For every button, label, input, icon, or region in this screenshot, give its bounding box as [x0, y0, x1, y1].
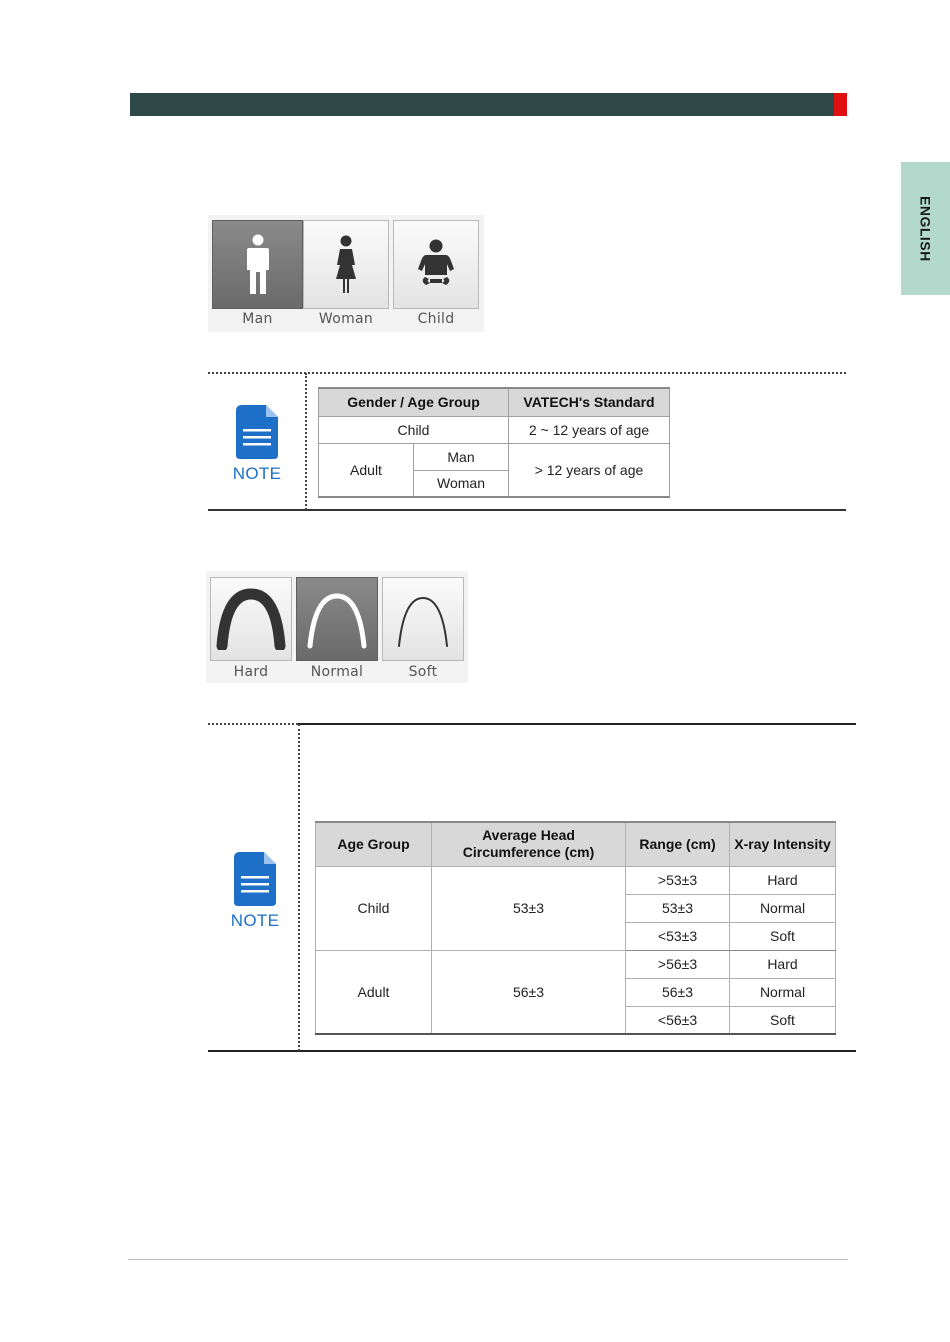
table-header: VATECH's Standard: [509, 388, 670, 416]
table-cell: >56±3: [626, 950, 730, 978]
table-cell: Soft: [730, 922, 836, 950]
table-header: Age Group: [316, 822, 432, 866]
note1-label: NOTE: [232, 464, 282, 483]
table-cell: Man: [414, 443, 509, 470]
table-cell: <56±3: [626, 1006, 730, 1034]
note2-top-border-dotted: [208, 723, 298, 725]
man-label: Man: [242, 311, 273, 327]
table-cell: Normal: [730, 894, 836, 922]
table-header: Range (cm): [626, 822, 730, 866]
table-cell: Woman: [414, 470, 509, 497]
soft-arch-icon: [393, 588, 453, 650]
table-cell: <53±3: [626, 922, 730, 950]
hard-label: Hard: [233, 664, 269, 680]
note-icon: [234, 852, 276, 906]
note2-label: NOTE: [230, 911, 280, 930]
table-cell: 56±3: [432, 950, 626, 1034]
normal-button[interactable]: [296, 577, 378, 661]
table-cell: 53±3: [432, 866, 626, 950]
man-icon: [243, 234, 273, 296]
header-accent: [834, 93, 847, 116]
table-cell: > 12 years of age: [509, 443, 670, 497]
note1-top-border: [208, 372, 846, 374]
note2-top-border: [298, 723, 856, 725]
table-cell: Hard: [730, 950, 836, 978]
table-cell: 53±3: [626, 894, 730, 922]
table-cell: Soft: [730, 1006, 836, 1034]
table-cell: Child: [319, 416, 509, 443]
table-cell: Adult: [316, 950, 432, 1034]
man-button[interactable]: [212, 220, 303, 309]
table-header: Average Head Circumference (cm): [432, 822, 626, 866]
normal-arch-icon: [304, 588, 370, 650]
table-header: Gender / Age Group: [319, 388, 509, 416]
language-tab[interactable]: [901, 162, 950, 295]
header-bar: [130, 93, 834, 116]
soft-button[interactable]: [382, 577, 464, 661]
note1-icon-wrapper: [222, 405, 292, 484]
table-cell: Adult: [319, 443, 414, 497]
language-tab-label: ENGLISH: [917, 195, 934, 262]
gender-selector: [208, 215, 484, 332]
note1-bottom-border: [208, 509, 846, 511]
intensity-selector: [206, 571, 468, 683]
hard-button[interactable]: [210, 577, 292, 661]
normal-label: Normal: [310, 664, 364, 680]
head-circumference-table: [315, 821, 836, 1035]
table-cell: >53±3: [626, 866, 730, 894]
hard-arch-icon: [216, 588, 286, 650]
note-icon: [236, 405, 278, 459]
footer-divider: [128, 1259, 848, 1260]
table-cell: 56±3: [626, 978, 730, 1006]
woman-label: Woman: [318, 311, 374, 327]
table-header: X-ray Intensity: [730, 822, 836, 866]
note2-icon-wrapper: [220, 852, 290, 931]
woman-icon: [332, 235, 360, 295]
gender-age-table: [318, 387, 670, 498]
woman-button[interactable]: [303, 220, 389, 309]
table-cell: Hard: [730, 866, 836, 894]
table-cell: Child: [316, 866, 432, 950]
table-cell: Normal: [730, 978, 836, 1006]
child-icon: [416, 239, 456, 291]
note2-divider: [298, 724, 300, 1051]
child-button[interactable]: [393, 220, 479, 309]
child-label: Child: [417, 311, 455, 327]
table-cell: 2 ~ 12 years of age: [509, 416, 670, 443]
note1-divider: [305, 373, 307, 510]
note2-bottom-border: [208, 1050, 856, 1052]
soft-label: Soft: [408, 664, 438, 680]
